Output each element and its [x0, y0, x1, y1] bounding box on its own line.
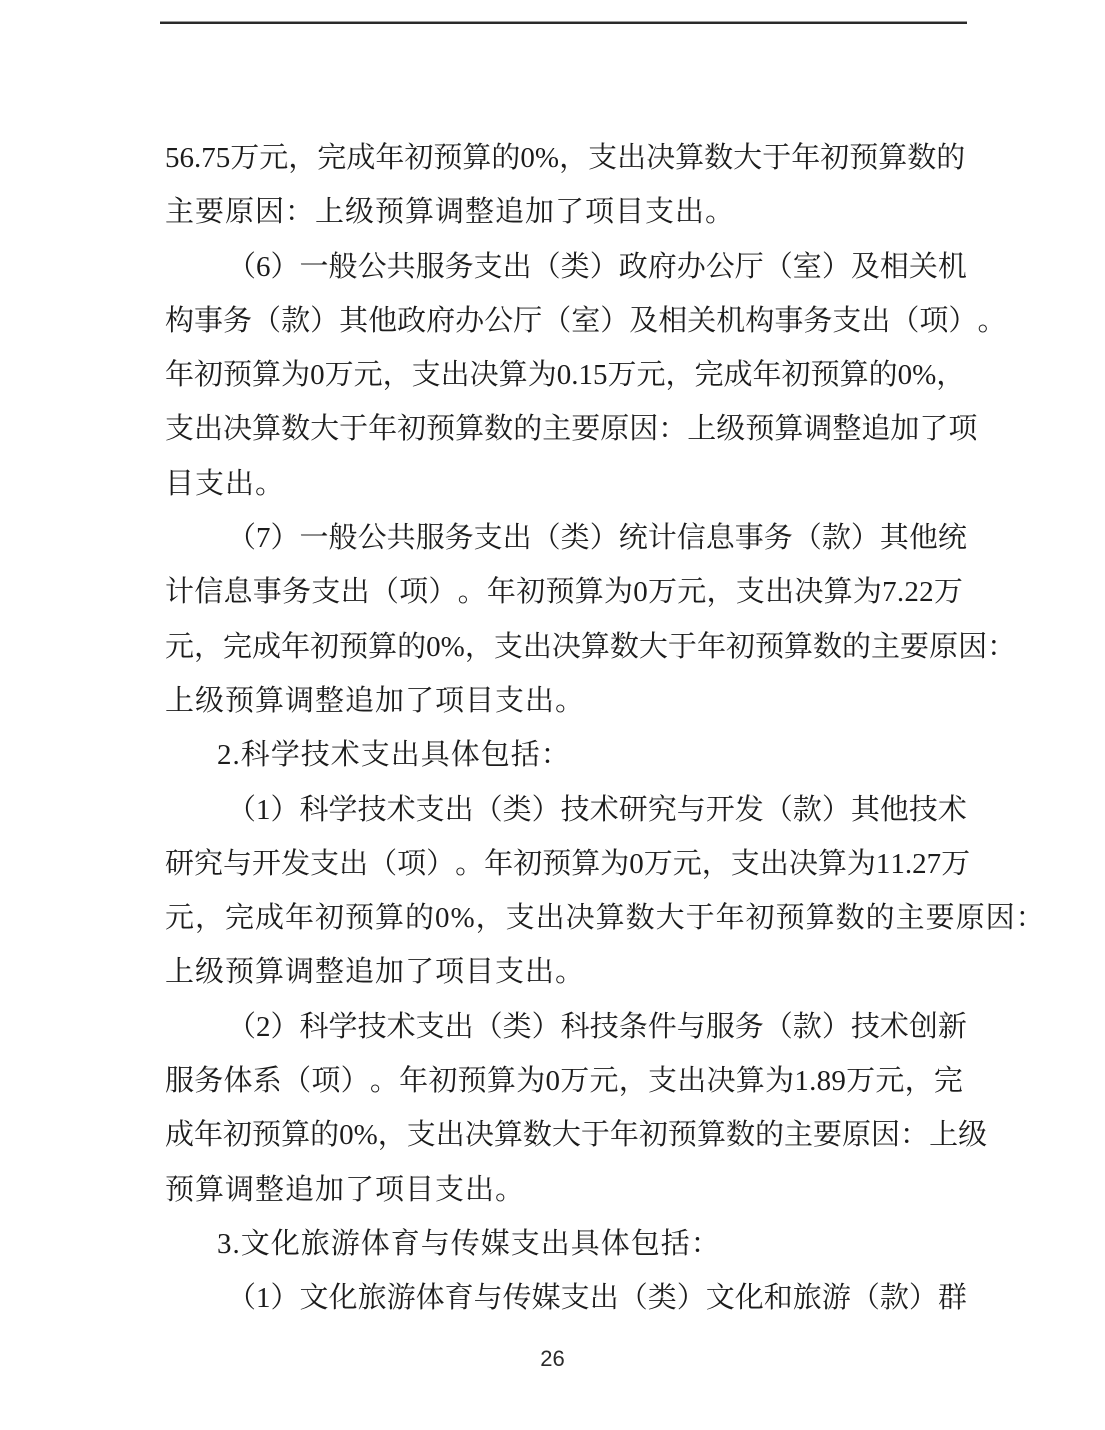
text-line: 3.文化旅游体育与传媒支出具体包括： — [217, 1227, 721, 1260]
document-body — [165, 131, 1046, 1326]
text-line: 服 务 体 系 （ 项 ） 。 年 初 预 算 为 0 万 元 ， 支 出 决 算 为 1 . 8 9 万 元 ， 完 — [165, 1065, 963, 1098]
page-number: 26 — [540, 1346, 565, 1371]
text-line: （ 6 ） 一 般 公 共 服 务 支 出 （ 类 ） 政 府 办 公 厅 （ 室 ） 及 相 关 机 — [227, 250, 967, 283]
text-line: 5 6 . 7 5 万 元 ， 完 成 年 初 预 算 的 0 % ， 支 出 决 算 数 大 于 年 初 预 算 数 的 — [165, 142, 966, 174]
text-line: 预算调整追加了项目支出。 — [165, 1173, 526, 1206]
header-rule — [160, 21, 967, 24]
text-line: 成 年 初 预 算 的 0 % ， 支 出 决 算 数 大 于 年 初 预 算 数 的 主 要 原 因 ： 上 级 — [165, 1119, 988, 1152]
text-line: 元，完成年初预算的0%，支出决算数大于年初预算数的主要原因： — [165, 902, 1046, 935]
text-line: 目支出。 — [165, 467, 286, 500]
text-line: 上级预算调整追加了项目支出。 — [165, 684, 586, 717]
text-line: 2.科学技术支出具体包括： — [217, 739, 571, 772]
text-line: 构 事 务 （ 款 ） 其 他 政 府 办 公 厅 （ 室 ） 及 相 关 机 构 事 务 支 出 （ 项 ） 。 — [165, 304, 1007, 337]
text-line: 支 出 决 算 数 大 于 年 初 预 算 数 的 主 要 原 因 ： 上 级 预 算 调 整 追 加 了 项 — [165, 413, 978, 446]
text-line: （ 7 ） 一 般 公 共 服 务 支 出 （ 类 ） 统 计 信 息 事 务 （ 款 ） 其 他 统 — [227, 522, 967, 555]
text-line: 研 究 与 开 发 支 出 （ 项 ） 。 年 初 预 算 为 0 万 元 ， 支 出 决 算 为 1 1 . 2 7 万 — [165, 847, 971, 880]
text-line: 计 信 息 事 务 支 出 （ 项 ） 。 年 初 预 算 为 0 万 元 ， 支 出 决 算 为 7 . 2 2 万 — [165, 576, 963, 609]
text-line: 上级预算调整追加了项目支出。 — [165, 956, 586, 989]
text-line: （ 1 ） 科 学 技 术 支 出 （ 类 ） 技 术 研 究 与 开 发 （ 款 ） 其 他 技 术 — [227, 793, 967, 826]
text-line: （ 2 ） 科 学 技 术 支 出 （ 类 ） 科 技 条 件 与 服 务 （ 款 ） 技 术 创 新 — [227, 1010, 967, 1043]
text-line: 元 ， 完 成 年 初 预 算 的 0 % ， 支 出 决 算 数 大 于 年 初 预 算 数 的 主 要 原 因 ： — [165, 630, 1017, 663]
text-line: （ 1 ） 文 化 旅 游 体 育 与 传 媒 支 出 （ 类 ） 文 化 和 旅 游 （ 款 ） 群 — [227, 1282, 967, 1315]
text-line: 年 初 预 算 为 0 万 元 ， 支 出 决 算 为 0 . 1 5 万 元 ， 完 成 年 初 预 算 的 0 % ， — [165, 359, 966, 392]
text-line: 主要原因：上级预算调整追加了项目支出。 — [165, 196, 736, 229]
